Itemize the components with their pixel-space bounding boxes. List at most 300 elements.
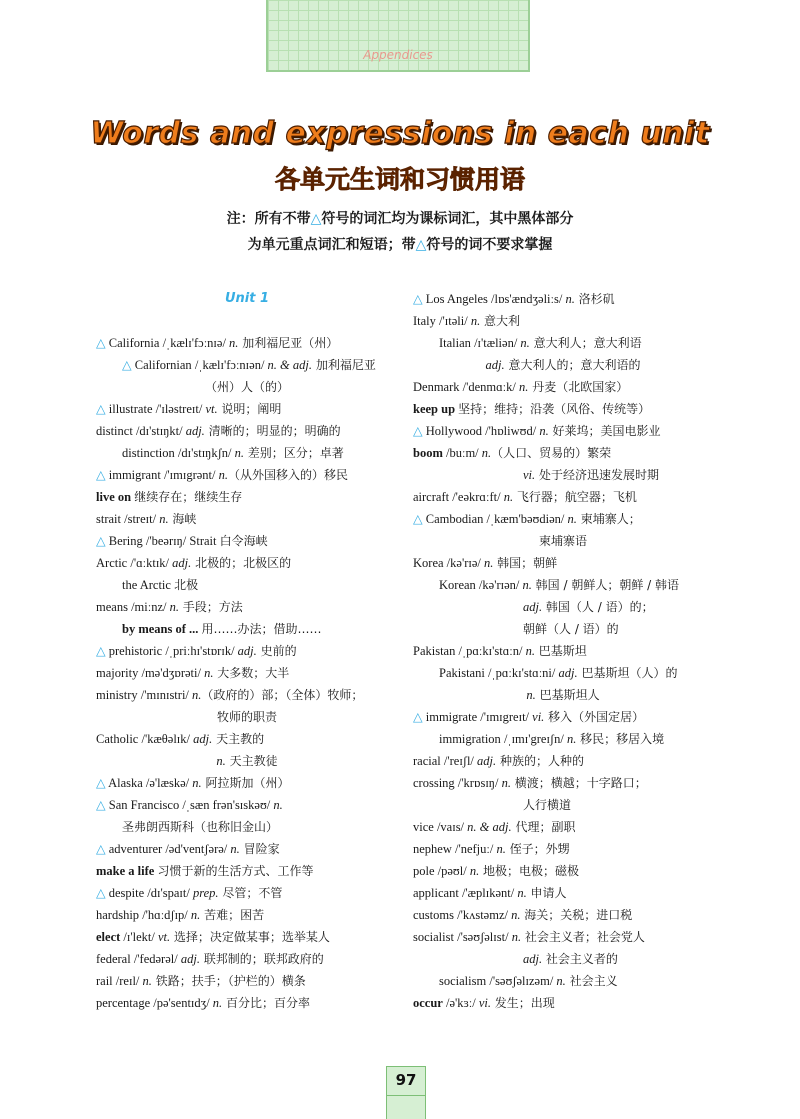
definition: 韩国；朝鲜 <box>493 556 558 570</box>
definition: 社会主义者的 <box>542 952 618 966</box>
triangle-icon: △ <box>96 842 106 856</box>
definition: 巴基斯坦 <box>534 644 587 658</box>
phonetic: /'hɒliwʊd/ <box>482 424 540 438</box>
part-of-speech: adj. <box>193 732 213 746</box>
headword: crossing <box>413 776 455 790</box>
phonetic: /'ɪtəli/ <box>435 314 471 328</box>
part-of-speech: n. <box>212 996 223 1010</box>
headword: make a life <box>96 864 155 878</box>
note-text: 符号的词汇均为课标词汇，其中黑体部分 <box>321 211 574 227</box>
vocab-entry <box>413 750 713 772</box>
definition: 柬埔寨人； <box>576 512 641 526</box>
part-of-speech: n. <box>234 446 244 460</box>
part-of-speech: n. <box>481 446 492 460</box>
headword: despite <box>108 886 145 900</box>
part-of-speech: adj. <box>237 644 257 658</box>
phonetic: /streɪt/ <box>121 512 160 526</box>
part-of-speech: adj. <box>185 424 205 438</box>
part-of-speech: n. <box>273 798 283 812</box>
headword: Denmark <box>413 380 460 394</box>
phonetic: /'kʌstəmz/ <box>453 908 512 922</box>
headword: immigration <box>439 732 501 746</box>
headword: percentage <box>96 996 151 1010</box>
definition: 社会主义 <box>565 974 618 988</box>
vocab-entry <box>96 728 398 750</box>
definition: 加利福尼亚（州） <box>238 336 339 350</box>
definition: 丹麦（北欧国家） <box>528 380 629 394</box>
vocab-entry <box>96 354 398 376</box>
phonetic: /lɒs'ændʒəliːs/ <box>487 292 566 306</box>
vocab-entry <box>96 882 398 904</box>
headword: Hollywood <box>425 424 482 438</box>
headword: distinction <box>122 446 175 460</box>
definition: 处于经济迅速发展时期 <box>535 468 659 482</box>
part-of-speech: adj. <box>523 600 543 614</box>
triangle-icon: △ <box>96 534 106 548</box>
headword: Cambodian <box>425 512 484 526</box>
headword: majority <box>96 666 139 680</box>
phonetic: /ˌsæn frən'sɪskəʊ/ <box>179 798 274 812</box>
headword: socialist <box>413 930 454 944</box>
definition: 海关；关税；进口税 <box>520 908 633 922</box>
phonetic: /'krɒsɪŋ/ <box>454 776 502 790</box>
triangle-icon: △ <box>413 710 423 724</box>
vocab-entry <box>413 948 713 970</box>
phonetic: /'səʊʃəlɪst/ <box>453 930 512 944</box>
phonetic: /buːm/ <box>442 446 482 460</box>
vocab-entry <box>96 464 398 486</box>
vocab-entry <box>96 992 398 1014</box>
part-of-speech: n. <box>216 754 226 768</box>
phonetic: /'səʊʃəlɪzəm/ <box>486 974 557 988</box>
phonetic: /'hɑːdʃɪp/ <box>139 908 191 922</box>
definition: （政府的）部；（全体）牧师； <box>201 688 364 702</box>
definition: 发生；出现 <box>490 996 555 1010</box>
headword: Korea <box>413 556 444 570</box>
vocab-entry <box>96 640 398 662</box>
definition: 天主教的 <box>212 732 265 746</box>
headword: California <box>108 336 160 350</box>
headword: San Francisco <box>108 798 180 812</box>
vocab-entry <box>96 860 398 882</box>
phonetic: /'fedərəl/ <box>130 952 181 966</box>
definition: 申请人 <box>526 886 567 900</box>
vocab-entry <box>413 860 713 882</box>
phonetic: /ˌpriːhɪ'stɒrɪk/ <box>162 644 238 658</box>
phonetic: /ˌkæm'bəʊdiən/ <box>483 512 568 526</box>
headword: racial <box>413 754 441 768</box>
headword: occur <box>413 996 443 1010</box>
definition: 横渡；横越；十字路口； <box>510 776 647 790</box>
vocab-entry <box>96 794 398 816</box>
vocab-entry <box>413 728 713 750</box>
headword: adventurer <box>108 842 163 856</box>
headword: distinct <box>96 424 133 438</box>
definition: 差别；区分；卓著 <box>243 446 344 460</box>
headword: Bering <box>108 534 143 548</box>
definition: 苦难；困苦 <box>200 908 265 922</box>
headword: nephew <box>413 842 452 856</box>
definition: 坚持；维持；沿袭（风俗、传统等） <box>458 402 651 416</box>
definition: 朝鲜（人 / 语）的 <box>523 622 619 636</box>
part-of-speech: vi. <box>478 996 491 1010</box>
definition: 移民；移居入境 <box>576 732 665 746</box>
part-of-speech: n. <box>503 490 514 504</box>
part-of-speech: n. <box>229 336 239 350</box>
part-of-speech: vt. <box>205 402 218 416</box>
part-of-speech: n. <box>192 776 202 790</box>
vocab-entry <box>96 904 398 926</box>
part-of-speech: vi. <box>532 710 545 724</box>
headword: means <box>96 600 128 614</box>
vocab-entry <box>413 706 713 728</box>
phonetic: /'eəkrɑːft/ <box>449 490 504 504</box>
definition: 洛杉矶 <box>574 292 615 306</box>
headword: the Arctic <box>122 578 171 592</box>
triangle-icon: △ <box>96 468 106 482</box>
vocab-entry <box>413 310 713 332</box>
divider <box>387 1095 425 1096</box>
part-of-speech: n. <box>526 688 536 702</box>
vocab-entry <box>413 794 713 816</box>
phonetic: /vaɪs/ <box>433 820 468 834</box>
headword: boom <box>413 446 443 460</box>
definition: 圣弗朗西斯科（也称旧金山） <box>122 820 279 834</box>
definition: 白令海峡 <box>219 534 268 548</box>
headword: immigrant <box>108 468 161 482</box>
vocab-entry <box>96 838 398 860</box>
triangle-icon: △ <box>96 402 106 416</box>
part-of-speech: n. <box>470 314 481 328</box>
phonetic: /'beərɪŋ/ Strait <box>142 534 220 548</box>
part-of-speech: adj. <box>523 952 543 966</box>
headword: keep up <box>413 402 456 416</box>
vocab-entry <box>413 970 713 992</box>
phonetic: /'denmɑːk/ <box>459 380 519 394</box>
part-of-speech: n. & adj. <box>267 358 312 372</box>
vocab-entry <box>413 354 713 376</box>
part-of-speech: n. <box>496 842 506 856</box>
vocab-entry <box>413 420 713 442</box>
vocab-entry <box>413 376 713 398</box>
note-line-2 <box>0 234 800 254</box>
headword: hardship <box>96 908 140 922</box>
vocab-entry <box>413 904 713 926</box>
part-of-speech: prep. <box>192 886 219 900</box>
phonetic: /kə'rɪən/ <box>475 578 523 592</box>
headword: vice <box>413 820 434 834</box>
definition: （从外国移入的）移民 <box>228 468 349 482</box>
phonetic: /'mɪnɪstri/ <box>137 688 193 702</box>
definition: 说明；阐明 <box>217 402 282 416</box>
vocab-entry <box>413 662 713 684</box>
vocab-entry <box>96 552 398 574</box>
phonetic: /ˌpɑːkɪ'stɑːn/ <box>455 644 526 658</box>
vocab-entry <box>413 684 713 706</box>
phonetic: /miːnz/ <box>127 600 170 614</box>
headword: illustrate <box>108 402 153 416</box>
part-of-speech: n. <box>566 732 577 746</box>
part-of-speech: n. <box>520 336 530 350</box>
definition: 牧师的职责 <box>216 710 277 724</box>
phonetic: /ˌkælɪ'fɔːnɪən/ <box>191 358 268 372</box>
vocab-entry <box>96 530 398 552</box>
headword: pole <box>413 864 435 878</box>
definition: （人口、贸易的）繁荣 <box>491 446 612 460</box>
phonetic: /pə'sentɪdʒ/ <box>150 996 213 1010</box>
vocab-entry <box>413 574 713 596</box>
headword: federal <box>96 952 131 966</box>
page-number: 97 <box>395 1071 417 1089</box>
entry-list <box>413 288 713 1014</box>
headword: Pakistan <box>413 644 456 658</box>
vocab-entry <box>413 882 713 904</box>
vocab-entry <box>96 442 398 464</box>
headword: Pakistani <box>439 666 485 680</box>
definition: 百分比；百分率 <box>222 996 310 1010</box>
vocab-entry <box>413 772 713 794</box>
entry-list <box>96 332 398 1014</box>
vocab-entry <box>413 442 713 464</box>
definition: 社会主义者；社会党人 <box>521 930 645 944</box>
part-of-speech: n. <box>539 424 549 438</box>
headword: Californian <box>134 358 192 372</box>
vocab-entry <box>96 970 398 992</box>
vocab-entry <box>96 398 398 420</box>
headword: Los Angeles <box>425 292 488 306</box>
vocab-entry <box>413 618 713 640</box>
phonetic: /reɪl/ <box>112 974 143 988</box>
headword: by means of ... <box>122 622 199 636</box>
triangle-icon: △ <box>415 237 427 253</box>
vocab-entry <box>96 420 398 442</box>
definition: 尽管；不管 <box>218 886 283 900</box>
headword: ministry <box>96 688 138 702</box>
headword: Alaska <box>108 776 143 790</box>
phonetic: /'ɑːktɪk/ <box>127 556 173 570</box>
phonetic: /mə'dʒɒrəti/ <box>138 666 205 680</box>
vocab-column-left <box>96 288 398 1014</box>
definition: 阿拉斯加（州） <box>201 776 290 790</box>
appendices-tab <box>266 0 530 72</box>
definition: 北极的；北极区的 <box>191 556 292 570</box>
vocab-entry <box>413 288 713 310</box>
vocab-entry <box>96 376 398 398</box>
vocab-column-right <box>413 288 713 1014</box>
definition: 韩国 / 朝鲜人；朝鲜 / 韩语 <box>531 578 680 592</box>
part-of-speech: n. <box>567 512 577 526</box>
part-of-speech: n. <box>230 842 240 856</box>
vocab-entry <box>96 816 398 838</box>
headword: Catholic <box>96 732 139 746</box>
phonetic: /kə'rɪə/ <box>443 556 484 570</box>
phonetic: /'ɪmɪgrənt/ <box>160 468 219 482</box>
phonetic: /ə'kɜː/ <box>442 996 479 1010</box>
definition: 种族的；人种的 <box>496 754 584 768</box>
vocab-entry <box>96 948 398 970</box>
vocab-entry <box>413 838 713 860</box>
triangle-icon: △ <box>96 336 106 350</box>
headword: elect <box>96 930 121 944</box>
part-of-speech: adj. <box>558 666 578 680</box>
part-of-speech: n. <box>511 908 521 922</box>
vocab-entry <box>413 926 713 948</box>
definition: 大多数；大半 <box>213 666 290 680</box>
definition: 选择；决定做某事；选举某人 <box>170 930 330 944</box>
definition: 史前的 <box>256 644 297 658</box>
vocab-entry <box>413 596 713 618</box>
definition: 北极 <box>174 578 199 592</box>
headword: live on <box>96 490 132 504</box>
part-of-speech: n. <box>522 578 532 592</box>
vocab-entry <box>96 772 398 794</box>
phonetic: /ˌɪmɪ'greɪʃn/ <box>500 732 567 746</box>
triangle-icon: △ <box>413 424 423 438</box>
page-title-chinese: 各单元生词和习惯用语 <box>274 165 525 194</box>
definition: 海峡 <box>168 512 197 526</box>
phonetic: /'æplɪkənt/ <box>458 886 518 900</box>
triangle-icon: △ <box>96 776 106 790</box>
definition: 飞行器；航空器；飞机 <box>513 490 637 504</box>
page-number-box <box>386 1066 426 1119</box>
vocab-entry <box>413 508 713 530</box>
vocab-entry <box>413 552 713 574</box>
headword: prehistoric <box>108 644 163 658</box>
section-label: Appendices <box>363 48 433 62</box>
headword: immigrate <box>425 710 478 724</box>
triangle-icon: △ <box>122 358 132 372</box>
definition: 铁路；扶手；（护栏的）横条 <box>151 974 306 988</box>
vocab-entry <box>413 992 713 1014</box>
part-of-speech: vi. <box>523 468 536 482</box>
part-of-speech: n. <box>190 908 201 922</box>
vocab-entry <box>96 926 398 948</box>
definition: 清晰的；明显的；明确的 <box>204 424 341 438</box>
vocab-entry <box>96 684 398 706</box>
headword: customs <box>413 908 454 922</box>
definition: 意大利 <box>480 314 521 328</box>
definition: 手段；方法 <box>178 600 243 614</box>
triangle-icon: △ <box>96 886 106 900</box>
vocab-entry <box>96 596 398 618</box>
triangle-icon: △ <box>413 512 423 526</box>
headword: Korean <box>439 578 476 592</box>
definition: 人行横道 <box>523 798 572 812</box>
vocab-entry <box>96 618 398 640</box>
part-of-speech: n. <box>159 512 169 526</box>
definition: 继续存在；继续生存 <box>134 490 243 504</box>
phonetic: /dɪ'stɪŋkʃn/ <box>174 446 235 460</box>
vocab-entry <box>413 486 713 508</box>
headword: socialism <box>439 974 487 988</box>
part-of-speech: n. <box>565 292 575 306</box>
part-of-speech: n. <box>517 886 527 900</box>
part-of-speech: n. <box>525 644 535 658</box>
definition: 意大利人；意大利语 <box>529 336 642 350</box>
part-of-speech: adj. <box>172 556 192 570</box>
triangle-icon: △ <box>96 798 106 812</box>
headword: strait <box>96 512 121 526</box>
headword: Italian <box>439 336 471 350</box>
phonetic: /ɪ'lekt/ <box>120 930 158 944</box>
definition: 移入（外国定居） <box>544 710 645 724</box>
definition: 巴基斯坦人 <box>535 688 600 702</box>
part-of-speech: adj. <box>180 952 200 966</box>
phonetic: /'kæθəlɪk/ <box>138 732 194 746</box>
vocab-entry <box>96 574 398 596</box>
vocab-entry <box>413 332 713 354</box>
definition: 侄子；外甥 <box>505 842 570 856</box>
definition: 柬埔寨语 <box>538 534 587 548</box>
definition: 地极；电极；磁极 <box>479 864 580 878</box>
phonetic: /'ɪləstreɪt/ <box>152 402 206 416</box>
headword: Italy <box>413 314 436 328</box>
vocab-entry <box>413 530 713 552</box>
vocab-entry <box>413 464 713 486</box>
definition: 巴基斯坦（人）的 <box>577 666 678 680</box>
phonetic: /dɪ'stɪŋkt/ <box>132 424 186 438</box>
triangle-icon: △ <box>96 644 106 658</box>
part-of-speech: vt. <box>157 930 171 944</box>
vocab-entry <box>96 706 398 728</box>
definition: 习惯于新的生活方式、工作等 <box>157 864 314 878</box>
phonetic: /'ɪmɪgreɪt/ <box>477 710 533 724</box>
note-text: 为单元重点词汇和短语；带 <box>247 237 416 253</box>
page-title-english: Words and expressions in each unit <box>90 116 710 151</box>
definition: 天主教徒 <box>225 754 278 768</box>
note-line-1 <box>0 208 800 228</box>
vocab-entry <box>96 486 398 508</box>
definition: （州）人（的） <box>204 380 289 394</box>
vocab-entry <box>96 750 398 772</box>
vocab-entry <box>96 332 398 354</box>
definition: 用……办法；借助…… <box>201 622 322 636</box>
definition: 联邦制的；联邦政府的 <box>199 952 324 966</box>
part-of-speech: n. <box>169 600 179 614</box>
part-of-speech: adj. <box>485 358 505 372</box>
part-of-speech: n. <box>519 380 529 394</box>
definition: 好莱坞；美国电影业 <box>548 424 661 438</box>
note-text: 注：所有不带 <box>226 211 311 227</box>
part-of-speech: n. <box>218 468 229 482</box>
part-of-speech: n. <box>192 688 202 702</box>
phonetic: /'nefjuː/ <box>451 842 497 856</box>
part-of-speech: n. <box>204 666 214 680</box>
part-of-speech: adj. <box>477 754 497 768</box>
definition: 代理；副职 <box>511 820 576 834</box>
part-of-speech: n. <box>511 930 522 944</box>
phonetic: /'reɪʃl/ <box>440 754 478 768</box>
part-of-speech: n. & adj. <box>467 820 512 834</box>
vocab-entry <box>413 816 713 838</box>
headword: applicant <box>413 886 459 900</box>
definition: 冒险家 <box>239 842 280 856</box>
triangle-icon: △ <box>413 292 423 306</box>
headword: Arctic <box>96 556 128 570</box>
part-of-speech: n. <box>501 776 511 790</box>
phonetic: /ˌkælɪ'fɔːnɪə/ <box>159 336 230 350</box>
definition: 韩国（人 / 语）的； <box>542 600 654 614</box>
phonetic: /pəʊl/ <box>434 864 470 878</box>
part-of-speech: n. <box>469 864 480 878</box>
headword: rail <box>96 974 113 988</box>
definition: 加利福尼亚 <box>312 358 376 372</box>
part-of-speech: n. <box>483 556 494 570</box>
unit-heading: Unit 1 <box>224 291 270 306</box>
vocab-entry <box>96 508 398 530</box>
vocab-entry <box>413 640 713 662</box>
vocab-entry <box>413 398 713 420</box>
